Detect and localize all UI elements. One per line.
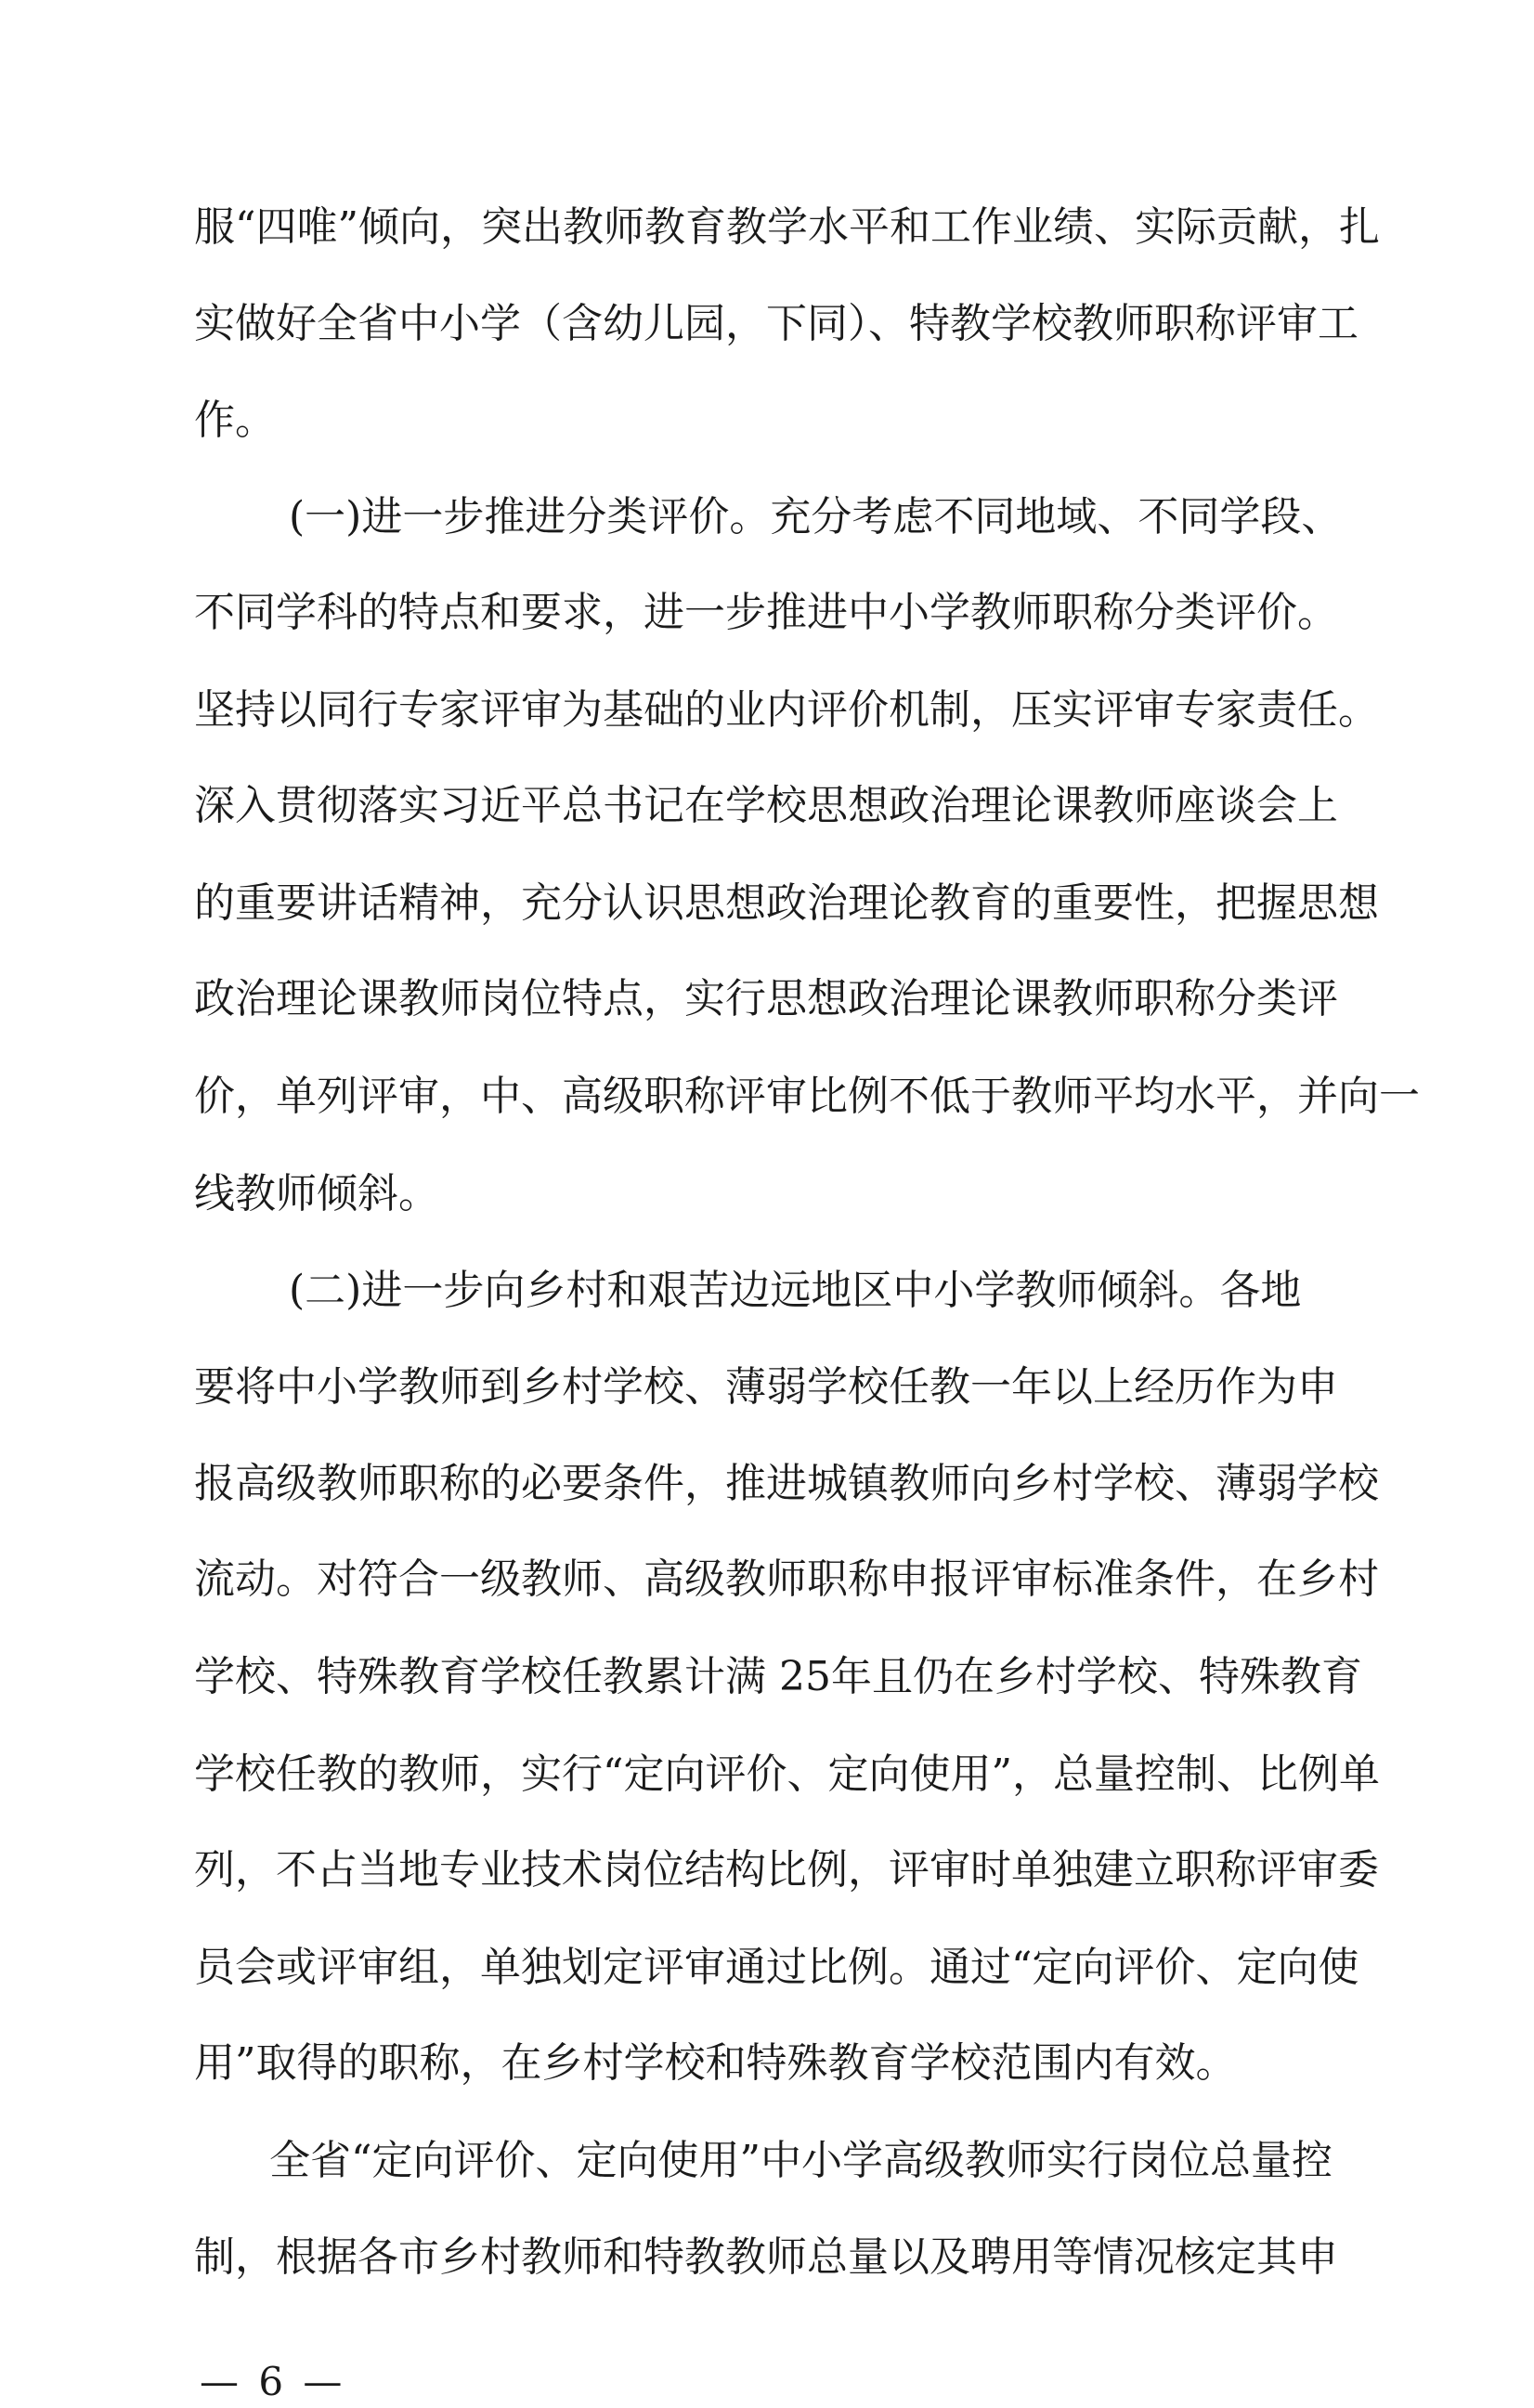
text-line: 制，根据各市乡村教师和特教教师总量以及聘用等情况核定其申 xyxy=(194,2233,1338,2281)
text-line: 线教师倾斜。 xyxy=(194,1170,439,1217)
text-line: 学校、特殊教育学校任教累计满 25年且仍在乡村学校、特殊教育 xyxy=(194,1653,1362,1700)
section-heading-line: (一)进一步推进分类评价。充分考虑不同地域、不同学段、 xyxy=(289,493,1343,540)
text-line: 流动。对符合一级教师、高级教师职称申报评审标准条件，在乡村 xyxy=(194,1555,1379,1603)
section-heading-line: (二)进一步向乡村和艰苦边远地区中小学教师倾斜。各地 xyxy=(289,1267,1302,1314)
text-line: 服“四唯”倾向，突出教师教育教学水平和工作业绩、实际贡献，扎 xyxy=(194,203,1380,251)
text-line: 实做好全省中小学（含幼儿园，下同）、特教学校教师职称评审工 xyxy=(194,300,1358,347)
text-line: 价，单列评审，中、高级职称评审比例不低于教师平均水平，并向一 xyxy=(194,1073,1420,1120)
text-line: 员会或评审组，单独划定评审通过比例。通过“定向评价、定向使 xyxy=(194,1944,1359,1991)
text-line: 学校任教的教师，实行“定向评价、定向使用”，总量控制、比例单 xyxy=(194,1751,1380,1798)
text-line: 政治理论课教师岗位特点，实行思想政治理论课教师职称分类评 xyxy=(194,975,1338,1022)
text-line: 深入贯彻落实习近平总书记在学校思想政治理论课教师座谈会上 xyxy=(194,782,1338,829)
text-line: 要将中小学教师到乡村学校、薄弱学校任教一年以上经历作为申 xyxy=(194,1363,1338,1411)
text-line: 坚持以同行专家评审为基础的业内评价机制，压实评审专家责任。 xyxy=(194,686,1379,734)
text-line: 报高级教师职称的必要条件，推进城镇教师向乡村学校、薄弱学校 xyxy=(194,1460,1379,1507)
text-line: 的重要讲话精神，充分认识思想政治理论教育的重要性，把握思想 xyxy=(194,879,1379,927)
text-line: 全省“定向评价、定向使用”中小学高级教师实行岗位总量控 xyxy=(269,2137,1332,2184)
page-number: — 6 — xyxy=(200,2359,346,2404)
text-line: 作。 xyxy=(194,397,276,444)
text-line: 不同学科的特点和要求，进一步推进中小学教师职称分类评价。 xyxy=(194,589,1338,636)
text-line: 列，不占当地专业技术岗位结构比例，评审时单独建立职称评审委 xyxy=(194,1846,1379,1894)
text-line: 用”取得的职称，在乡村学校和特殊教育学校范围内有效。 xyxy=(194,2039,1237,2087)
